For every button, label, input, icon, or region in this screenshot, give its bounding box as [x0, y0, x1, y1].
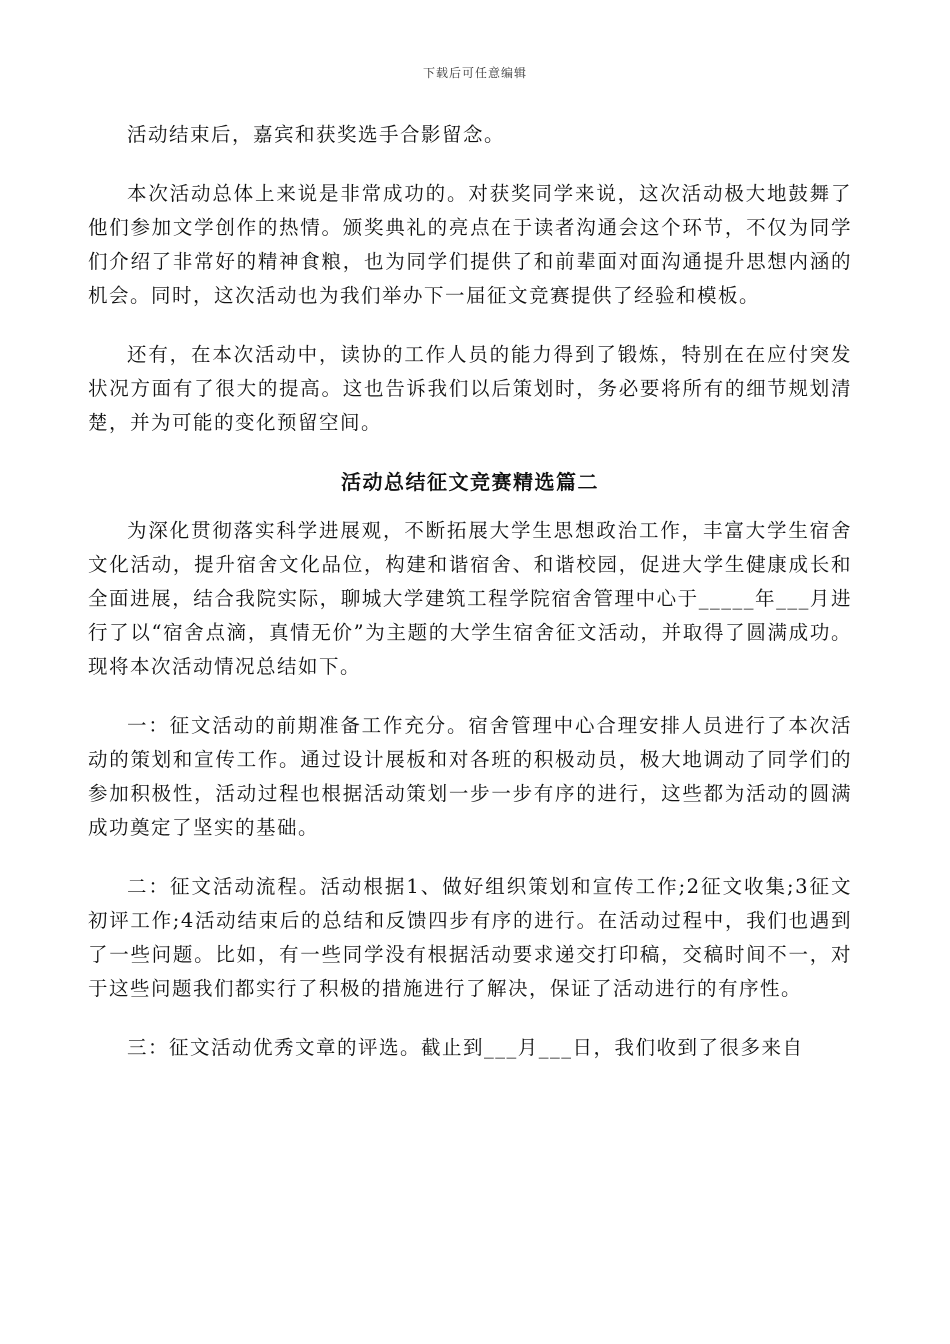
- page-header-note: 下载后可任意编辑: [422, 66, 527, 80]
- paragraph-staff-improvement: 还有，在本次活动中，读协的工作人员的能力得到了锻炼，特别在在应付突发状况方面有了很大的提高。这也告诉我们以后策划时，务必要将所有的细节规划清楚，并为可能的变化预留空间。: [88, 343, 852, 434]
- paragraph-point-two: 二：征文活动流程。活动根据1、做好组织策划和宣传工作;2征文收集;3征文初评工作;4活动结束后的总结和反馈四步有序的进行。在活动过程中，我们也遇到了一些问题。比如，有一些同学没有根据活动要求递交打印稿，交稿时间不一，对于这些问题我们都实行了积极的措施进行了解决，保证了活动进行的有序性。: [88, 875, 852, 1000]
- paragraph-activity-success: 本次活动总体上来说是非常成功的。对获奖同学来说，这次活动极大地鼓舞了他们参加文学创作的热情。颁奖典礼的亮点在于读者沟通会这个环节，不仅为同学们介绍了非常好的精神食粮，也为同学们提供了和前辈面对面沟通提升思想内涵的机会。同时，这次活动也为我们举办下一届征文竞赛提供了经验和模板。: [88, 182, 852, 307]
- paragraph-point-one: 一：征文活动的前期准备工作充分。宿舍管理中心合理安排人员进行了本次活动的策划和宣传工作。通过设计展板和对各班的积极动员，极大地调动了同学们的参加积极性，活动过程也根据活动策划一步一步有序的进行，这些都为活动的圆满成功奠定了坚实的基础。: [88, 714, 852, 839]
- section-title: 活动总结征文竞赛精选篇二: [341, 470, 599, 494]
- paragraph-group-photo: 活动结束后，嘉宾和获奖选手合影留念。: [127, 123, 506, 146]
- paragraph-introduction: 为深化贯彻落实科学进展观，不断拓展大学生思想政治工作，丰富大学生宿舍文化活动，提升宿舍文化品位，构建和谐宿舍、和谐校园，促进大学生健康成长和全面进展，结合我院实际，聊城大学建筑工程学院宿舍管理中心于_____年___月进行了以“宿舍点滴，真情无价”为主题的大学生宿舍征文活动，并取得了圆满成功。现将本次活动情况总结如下。: [88, 519, 852, 678]
- paragraph-point-three: 三：征文活动优秀文章的评选。截止到___月___日，我们收到了很多来自: [127, 1036, 804, 1059]
- document-body: [88, 118, 852, 1090]
